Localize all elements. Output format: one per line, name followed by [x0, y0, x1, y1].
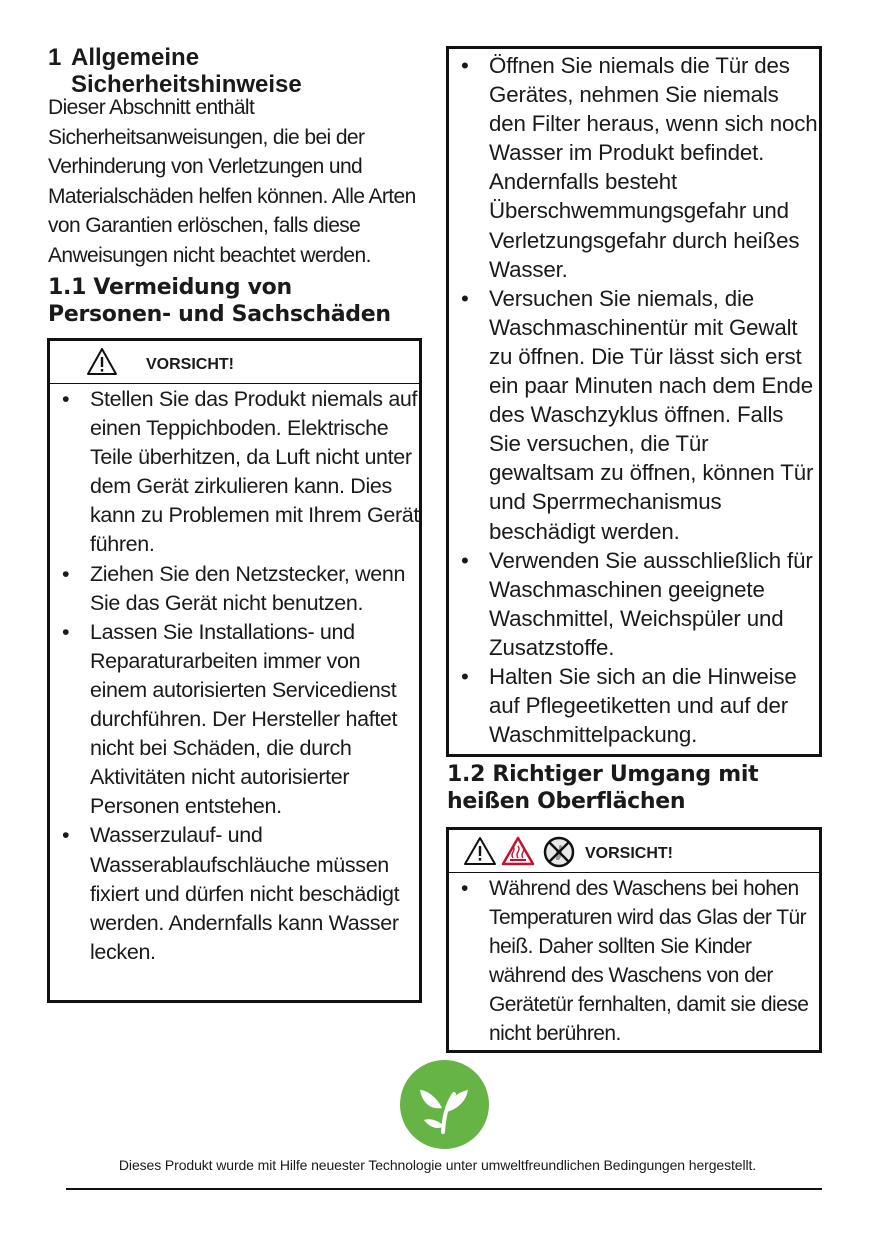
caution-list — [449, 874, 819, 1048]
caution-label: VORSICHT! — [146, 356, 234, 373]
list-item: • Halten Sie sich an die Hinweise auf Pflegeetiketten und auf der Waschmittelpackung. — [449, 662, 819, 749]
list-item: • Ziehen Sie den Netzstecker, wenn Sie das Gerät nicht benutzen. — [50, 560, 419, 618]
caution-label: VORSICHT! — [585, 845, 673, 862]
footer-divider — [66, 1188, 822, 1190]
list-item: • Stellen Sie das Produkt niemals auf einen Teppichboden. Elektrische Teile überhitzen, da Luft nicht unter dem Gerät zirkulieren kann. Dies kann zu Problemen mit Ihrem Gerät führen. — [50, 385, 419, 560]
eco-statement: Dieses Produkt wurde mit Hilfe neuester Technologie unter umweltfreundlichen Bedingungen hergestellt. — [118, 1157, 757, 1173]
hot-surface-icon — [501, 836, 535, 866]
caution-box-1-1 — [47, 338, 422, 1003]
eco-leaf-icon — [400, 1060, 489, 1149]
section-1-title: Allgemeine Sicherheitshinweise — [71, 44, 302, 98]
section-1-2-title-line1: 1.2 Richtiger Umgang mit — [447, 762, 759, 787]
section-1-heading — [48, 44, 428, 98]
section-1-intro: Dieser Abschnitt enthält Sicherheitsanweisungen, die bei der Verhinderung von Verletzungen und Materialschäden helfen können. Alle Arten von Garantien erlöschen, falls diese Anweisungen nicht beachtet werden. — [48, 96, 416, 267]
no-touch-icon — [543, 836, 575, 868]
section-1-number: 1 — [48, 44, 62, 71]
caution-box-1-2 — [446, 827, 822, 1053]
warning-icon — [86, 347, 118, 376]
caution-box-1-1-continued — [446, 46, 822, 757]
section-1-2-heading — [447, 761, 823, 815]
section-1-1-title-line2: Personen- und Sachschäden — [48, 302, 391, 327]
caution-list — [50, 385, 419, 967]
list-item: • Während des Waschens bei hohen Temperaturen wird das Glas der Tür heiß. Daher sollten Sie Kinder während des Waschens von der Gerätetür fernhalten, damit sie diese nicht berühren. — [449, 874, 819, 1048]
caution-header — [50, 341, 419, 384]
section-1-1-title-line1: 1.1 Vermeidung von — [48, 275, 292, 300]
list-item: • Lassen Sie Installations- und Reparaturarbeiten immer von einem autorisierten Servicedienst durchführen. Der Hersteller haftet nicht bei Schäden, die durch Aktivitäten nicht autorisierter Personen entstehen. — [50, 618, 419, 822]
warning-icon — [463, 836, 497, 866]
list-item: • Öffnen Sie niemals die Tür des Gerätes, nehmen Sie niemals den Filter heraus, wenn sich noch Wasser im Produkt befindet. Andernfalls besteht Überschwemmungsgefahr und Verletzungsgefahr durch heißes Wasser. — [449, 51, 819, 284]
list-item: • Versuchen Sie niemals, die Waschmaschinentür mit Gewalt zu öffnen. Die Tür lässt sich erst ein paar Minuten nach dem Ende des Waschzyklus öffnen. Falls Sie versuchen, die Tür gewaltsam zu öffnen, können Tür und Sperrmechanismus beschädigt werden. — [449, 284, 819, 546]
list-item: • Verwenden Sie ausschließlich für Waschmaschinen geeignete Waschmittel, Weichspüler und Zusatzstoffe. — [449, 546, 819, 662]
list-item: • Wasserzulauf- und Wasserablaufschläuche müssen fixiert und dürfen nicht beschädigt werden. Andernfalls kann Wasser lecken. — [50, 821, 419, 966]
section-1-2-title-line2: heißen Oberflächen — [447, 789, 686, 814]
section-1-1-heading — [48, 274, 428, 328]
caution-header — [449, 830, 819, 873]
caution-list-continued — [449, 51, 819, 749]
